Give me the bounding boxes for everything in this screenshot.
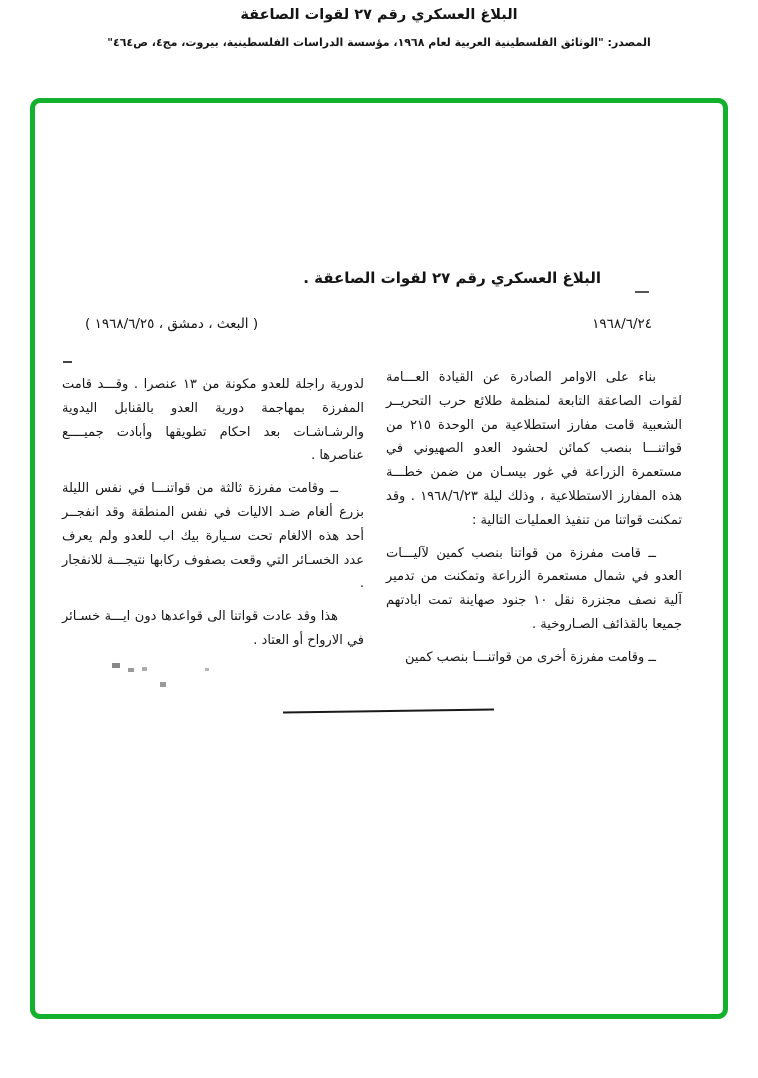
separator-line (283, 709, 494, 714)
page-title: البلاغ العسكري رقم ٢٧ لقوات الصاعقة (240, 7, 518, 23)
paragraph: ــ وقامت مفرزة ثالثة من قواتنـــا في نفس الليلة بزرع ألغام ضـد الاليات في نفس المنطقة وقد انفجــر أحد هذه الالغام تحت سـيارة بيك اب للعدو ولم يعرف عدد الخسـائر التي وقعت بصفوف ركابها نتيجـــة للانفجار . (62, 481, 364, 592)
communique-date: ١٩٦٨/٦/٢٤ (592, 316, 652, 332)
text-column-right (386, 366, 682, 679)
scanned-document (35, 103, 723, 1014)
scan-artifact (205, 668, 209, 671)
source-citation: المصدر: "الوثائق الفلسطينية العربية لعام ١٩٦٨، مؤسسة الدراسات الفلسطينية، بيروت، مج٤، ص٤٦٤" (107, 36, 651, 49)
scan-artifact (142, 667, 147, 671)
paragraph: بناء على الاوامر الصادرة عن القيادة العـــامة لقوات الصاعقة التابعة لمنظمة طلائع حرب التحريــر الشعبية قامت مفارز استطلاعية من الوحدة ٢١٥ من قواتنـــا بنصب كمائن لحشود العدو الصهيوني في مستعمرة الزراعة في غور بيسـان من ضمن خطـــة هذه المفارز الاستطلاعية ، وذلك ليلة ١٩٦٨/٦/٢٣ . وقد تمكنت قواتنا من تنفيذ العمليات التالية : (386, 370, 682, 528)
scan-artifact (635, 291, 649, 293)
paragraph: لدورية راجلة للعدو مكونة من ١٣ عنصرا . وقـــد قامت المفرزة بمهاجمة دورية العدو بالقنابل اليدوية والرشـاشـات بعد احكام تطويقها وأبادت جميــــع عناصرها . (62, 377, 364, 464)
text-column-left (62, 373, 364, 662)
communique-attribution: ( البعث ، دمشق ، ١٩٦٨/٦/٢٥ ) (85, 316, 259, 332)
scan-artifact (160, 682, 166, 687)
paragraph: ــ وقامت مفرزة أخرى من قواتنـــا بنصب كمين (405, 649, 656, 665)
scanned-document-frame (30, 98, 728, 1019)
scan-artifact (112, 663, 120, 668)
scan-artifact (128, 668, 134, 672)
paragraph: ــ قامت مفرزة من قواتنا بنصب كمين لآليـــات العدو في شمال مستعمرة الزراعة وتمكنت من تدمير آلية نصف مجنزرة نقل ١٠ جنود صهاينة تمت ابادتهم جميعا بالقذائف الصـاروخية . (386, 545, 682, 632)
scan-artifact (63, 361, 72, 363)
communique-title: البلاغ العسكري رقم ٢٧ لقوات الصاعقة . (303, 269, 601, 287)
paragraph: هذا وقد عادت قواتنا الى قواعدها دون ايـــة خسـائر في الارواح أو العتاد . (62, 609, 364, 648)
